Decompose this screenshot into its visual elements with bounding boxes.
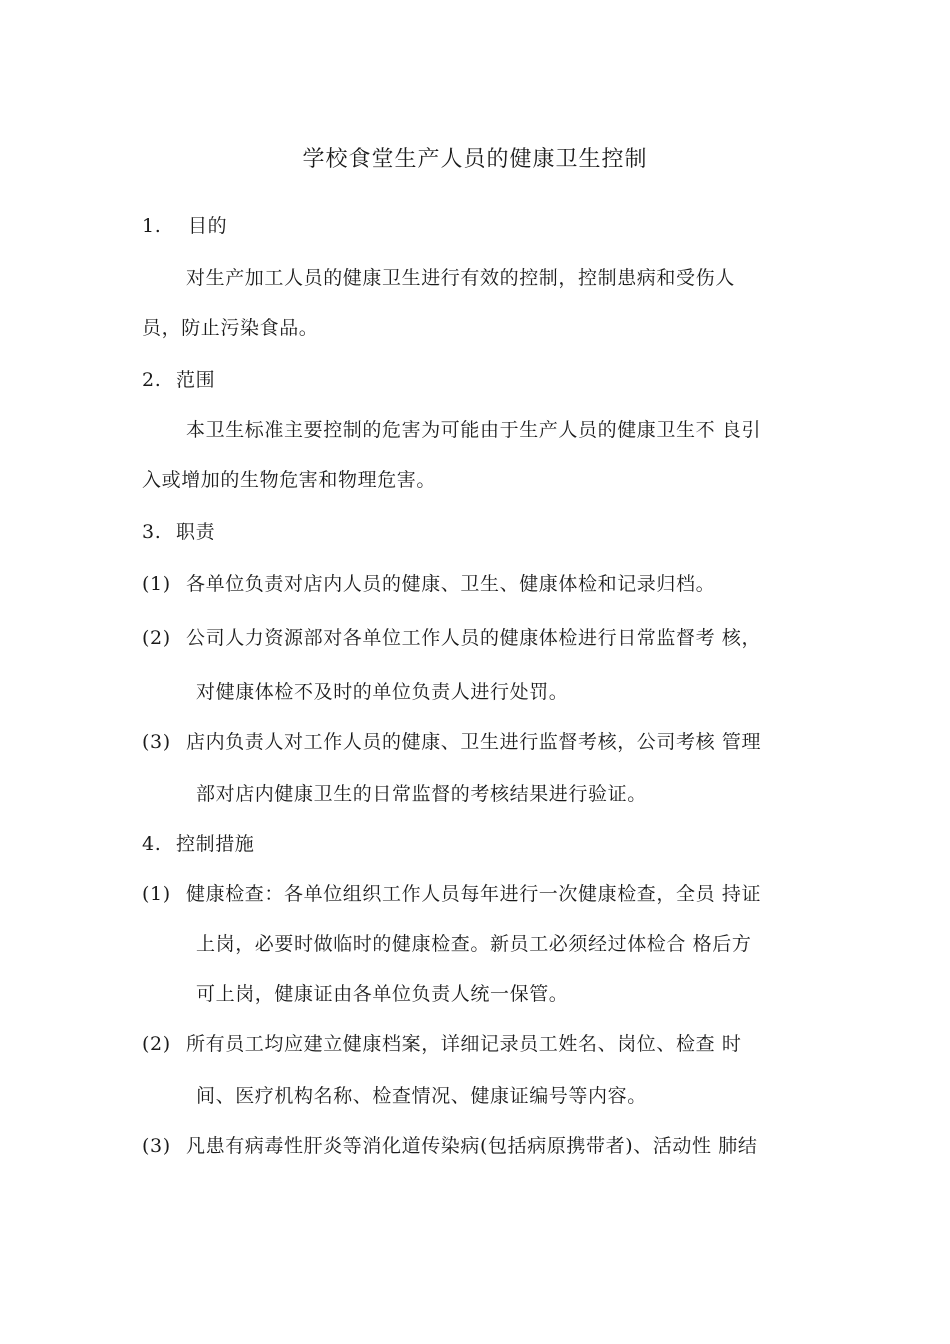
item-text: 公司人力资源部对各单位工作人员的健康体检进行日常监督考 核， — [186, 627, 762, 649]
section-2-paragraph-line: 入或增加的生物危害和物理危害。 — [142, 469, 437, 491]
section-2-paragraph-line: 本卫生标准主要控制的危害为可能由于生产人员的健康卫生不 良引 — [186, 419, 762, 441]
section-number: 2. — [142, 369, 162, 391]
list-item — [142, 1132, 757, 1160]
section-4-heading — [142, 830, 254, 858]
item-text: 所有员工均应建立健康档案，详细记录员工姓名、岗位、检查 时 — [186, 1033, 742, 1055]
list-item — [142, 728, 761, 756]
section-title: 范围 — [176, 369, 216, 391]
list-item — [142, 624, 761, 652]
section-number: 4. — [142, 833, 162, 855]
section-number: 1. — [142, 215, 162, 237]
item-number: (3) — [142, 1135, 171, 1157]
item-number: (3) — [142, 731, 171, 753]
section-2-heading — [142, 366, 215, 394]
document-title: 学校食堂生产人员的健康卫生控制 — [302, 147, 648, 172]
list-item — [142, 570, 715, 598]
item-text: 健康检查：各单位组织工作人员每年进行一次健康检查，全员 持证 — [186, 883, 762, 905]
section-title: 目的 — [188, 215, 228, 237]
item-text: 店内负责人对工作人员的健康、卫生进行监督考核，公司考核 管理 — [186, 731, 762, 753]
item-text: 各单位负责对店内人员的健康、卫生、健康体检和记录归档。 — [186, 573, 716, 595]
section-title: 职责 — [176, 521, 216, 543]
item-continuation-line: 间、医疗机构名称、检查情况、健康证编号等内容。 — [196, 1085, 647, 1107]
item-continuation-line: 对健康体检不及时的单位负责人进行处罚。 — [196, 681, 569, 703]
section-1-paragraph-line: 对生产加工人员的健康卫生进行有效的控制，控制患病和受伤人 — [186, 267, 735, 289]
section-number: 3. — [142, 521, 162, 543]
list-item — [142, 1030, 741, 1058]
section-title: 控制措施 — [176, 833, 255, 855]
item-continuation-line: 可上岗，健康证由各单位负责人统一保管。 — [196, 983, 569, 1005]
item-number: (1) — [142, 883, 171, 905]
section-3-heading — [142, 518, 215, 546]
section-1-paragraph-line: 员，防止污染食品。 — [142, 317, 319, 339]
item-number: (1) — [142, 573, 171, 595]
list-item — [142, 880, 761, 908]
item-number: (2) — [142, 1033, 171, 1055]
item-text: 凡患有病毒性肝炎等消化道传染病(包括病原携带者)、活动性 肺结 — [186, 1135, 758, 1157]
item-continuation-line: 部对店内健康卫生的日常监督的考核结果进行验证。 — [196, 783, 647, 805]
section-1-heading — [142, 212, 227, 240]
item-continuation-line: 上岗，必要时做临时的健康检查。新员工必须经过体检合 格后方 — [196, 933, 752, 955]
item-number: (2) — [142, 627, 171, 649]
